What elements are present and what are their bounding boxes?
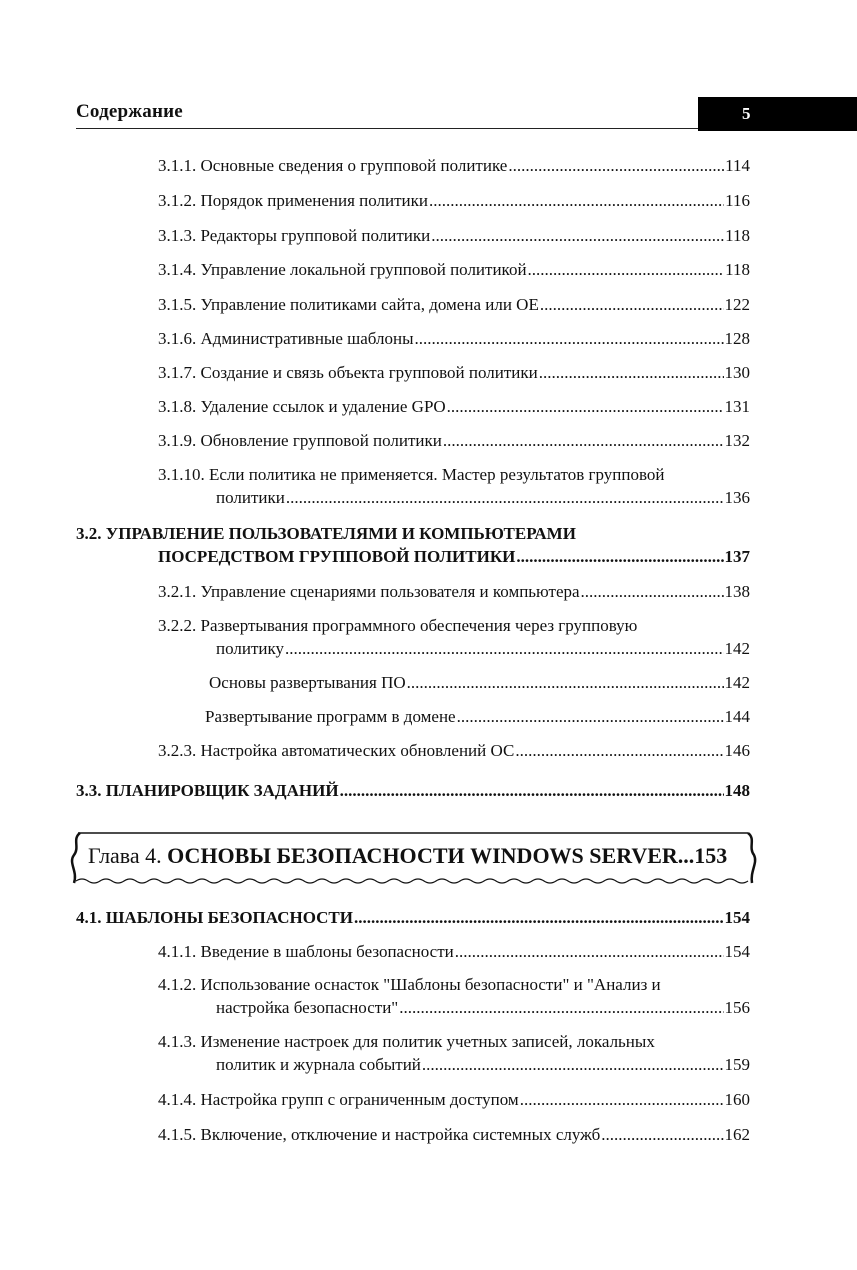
leader-dots bbox=[601, 1123, 723, 1147]
toc-page-number: 116 bbox=[725, 191, 750, 210]
toc-page-number: 118 bbox=[725, 226, 750, 245]
chapter-page: ...153 bbox=[677, 843, 728, 868]
toc-page-number: 138 bbox=[724, 582, 750, 601]
leader-dots bbox=[443, 429, 724, 453]
leader-dots bbox=[447, 395, 724, 419]
toc-entry-title: Создание и связь объекта групповой политики bbox=[200, 363, 538, 382]
toc-section-3-2-line2[interactable] bbox=[158, 545, 750, 569]
toc-entry-3-2-1[interactable]: 3.2.1. Управление сценариями пользователя и компьютера ..... 138 bbox=[158, 580, 750, 604]
toc-entry-title: Введение в шаблоны безопасности bbox=[200, 942, 454, 961]
toc-entry-3-1-5[interactable]: 3.1.5. Управление политиками сайта, домена или ОЕ ..... 122 bbox=[158, 293, 750, 317]
leader-dots bbox=[520, 1088, 724, 1112]
leader-dots bbox=[508, 154, 724, 178]
chapter-banner[interactable] bbox=[68, 829, 758, 887]
page-number: 5 bbox=[742, 104, 751, 123]
toc-page-number: 131 bbox=[724, 397, 750, 416]
toc-page-number: 142 bbox=[724, 673, 750, 692]
toc-subentry-basics[interactable] bbox=[209, 671, 750, 695]
chapter-title: ОСНОВЫ БЕЗОПАСНОСТИ WINDOWS SERVER bbox=[167, 843, 678, 868]
leader-dots bbox=[407, 671, 724, 695]
toc-entry-title: Управление политиками сайта, домена или ОЕ bbox=[200, 295, 539, 314]
toc-section-4-1[interactable]: 4.1. ШАБЛОНЫ БЕЗОПАСНОСТИ ..... 154 bbox=[76, 906, 750, 930]
toc-section-title: ПОСРЕДСТВОМ ГРУППОВОЙ ПОЛИТИКИ bbox=[158, 547, 516, 566]
toc-entry-4-1-3-line1[interactable]: 4.1.3. Изменение настроек для политик учетных записей, локальных bbox=[158, 1032, 655, 1051]
toc-page-number: 154 bbox=[724, 942, 750, 961]
leader-dots bbox=[340, 779, 724, 803]
toc-entry-title: Порядок применения политики bbox=[200, 191, 428, 210]
toc-entry-4-1-2-line2[interactable] bbox=[216, 996, 750, 1020]
toc-page-number: 156 bbox=[724, 998, 750, 1017]
toc-entry-title: Настройка автоматических обновлений ОС bbox=[200, 741, 515, 760]
toc-entry-title: Включение, отключение и настройка системных служб bbox=[200, 1125, 601, 1144]
chapter-prefix: Глава 4. bbox=[88, 843, 162, 868]
toc-entry-3-1-2[interactable]: 3.1.2. Порядок применения политики ..... 116 bbox=[158, 189, 750, 213]
toc-page-number: 148 bbox=[724, 781, 750, 800]
leader-dots bbox=[515, 739, 723, 763]
leader-dots bbox=[431, 224, 724, 248]
toc-entry-3-1-6[interactable]: 3.1.6. Административные шаблоны ..... 128 bbox=[158, 327, 750, 351]
toc-section-title: ПЛАНИРОВЩИК ЗАДАНИЙ bbox=[105, 781, 339, 800]
leader-dots bbox=[539, 361, 724, 385]
toc-page-number: 132 bbox=[724, 431, 750, 450]
leader-dots bbox=[399, 996, 723, 1020]
leader-dots bbox=[528, 258, 725, 282]
leader-dots bbox=[581, 580, 724, 604]
toc-entry-title: Если политика не применяется. Мастер результатов групповой bbox=[209, 465, 665, 484]
toc-page-number: 162 bbox=[724, 1125, 750, 1144]
toc-entry-3-1-7[interactable]: 3.1.7. Создание и связь объекта групповой политики ..... 130 bbox=[158, 361, 750, 385]
toc-page-number: 130 bbox=[724, 363, 750, 382]
toc-page-number: 146 bbox=[724, 741, 750, 760]
toc-entry-title: политики bbox=[216, 488, 285, 507]
toc-section-title: УПРАВЛЕНИЕ ПОЛЬЗОВАТЕЛЯМИ И КОМПЬЮТЕРАМИ bbox=[105, 524, 576, 543]
toc-entry-title: Редакторы групповой политики bbox=[200, 226, 431, 245]
toc-entry-4-1-3-line2[interactable] bbox=[216, 1053, 750, 1077]
toc-page-number: 128 bbox=[724, 329, 750, 348]
leader-dots bbox=[429, 189, 724, 213]
chapter-heading bbox=[88, 843, 727, 869]
leader-dots bbox=[286, 486, 724, 510]
toc-entry-title: настройка безопасности" bbox=[216, 998, 399, 1017]
toc-page-number: 142 bbox=[724, 639, 750, 658]
toc-page-number: 114 bbox=[725, 156, 750, 175]
toc-section-3-3[interactable]: 3.3. ПЛАНИРОВЩИК ЗАДАНИЙ ..... 148 bbox=[76, 779, 750, 803]
header-rule bbox=[76, 128, 698, 129]
toc-subentry-domain-deploy[interactable] bbox=[205, 705, 750, 729]
toc-entry-title: Настройка групп с ограниченным доступом bbox=[200, 1090, 519, 1109]
toc-page-number: 137 bbox=[724, 547, 750, 566]
toc-entry-title: политику bbox=[216, 639, 284, 658]
toc-entry-title: Использование оснасток "Шаблоны безопасности" и "Анализ и bbox=[200, 975, 661, 994]
toc-entry-3-2-3[interactable]: 3.2.3. Настройка автоматических обновлений ОС ..... 146 bbox=[158, 739, 750, 763]
toc-entry-title: Управление локальной групповой политикой bbox=[200, 260, 527, 279]
leader-dots bbox=[516, 545, 723, 569]
page-number-box bbox=[698, 97, 857, 131]
toc-entry-3-1-10-line2[interactable] bbox=[216, 486, 750, 510]
toc-page-number: 118 bbox=[725, 260, 750, 279]
toc-entry-3-1-10-line1[interactable]: 3.1.10. Если политика не применяется. Мастер результатов групповой bbox=[158, 465, 665, 484]
leader-dots bbox=[285, 637, 724, 661]
toc-section-title: ШАБЛОНЫ БЕЗОПАСНОСТИ bbox=[105, 908, 353, 927]
toc-entry-4-1-4[interactable]: 4.1.4. Настройка групп с ограниченным доступом ..... 160 bbox=[158, 1088, 750, 1112]
toc-entry-title: Изменение настроек для политик учетных записей, локальных bbox=[200, 1032, 655, 1051]
toc-page-number: 136 bbox=[724, 488, 750, 507]
toc-entry-3-1-4[interactable]: 3.1.4. Управление локальной групповой политикой ..... 118 bbox=[158, 258, 750, 282]
toc-entry-3-1-9[interactable]: 3.1.9. Обновление групповой политики ..... 132 bbox=[158, 429, 750, 453]
toc-page-number: 159 bbox=[724, 1055, 750, 1074]
toc-entry-3-1-8[interactable]: 3.1.8. Удаление ссылок и удаление GPO ..... 131 bbox=[158, 395, 750, 419]
toc-page-number: 160 bbox=[724, 1090, 750, 1109]
leader-dots bbox=[415, 327, 724, 351]
toc-entry-title: Основные сведения о групповой политике bbox=[200, 156, 508, 175]
toc-page-number: 154 bbox=[724, 908, 750, 927]
toc-entry-3-2-2-line1[interactable]: 3.2.2. Развертывания программного обеспечения через групповую bbox=[158, 616, 638, 635]
leader-dots bbox=[540, 293, 724, 317]
toc-entry-3-1-1[interactable]: 3.1.1. Основные сведения о групповой политике ..... 114 bbox=[158, 154, 750, 178]
toc-entry-title: политик и журнала событий bbox=[216, 1055, 421, 1074]
toc-entry-title: Развертывания программного обеспечения через групповую bbox=[200, 616, 638, 635]
page-header-title: Содержание bbox=[76, 101, 183, 122]
toc-entry-3-1-3[interactable]: 3.1.3. Редакторы групповой политики ..... 118 bbox=[158, 224, 750, 248]
toc-entry-title: Развертывание программ в домене bbox=[205, 707, 456, 726]
toc-entry-3-2-2-line2[interactable] bbox=[216, 637, 750, 661]
toc-entry-title: Основы развертывания ПО bbox=[209, 673, 406, 692]
toc-entry-4-1-5[interactable]: 4.1.5. Включение, отключение и настройка системных служб ..... 162 bbox=[158, 1123, 750, 1147]
leader-dots bbox=[457, 705, 724, 729]
toc-entry-4-1-1[interactable]: 4.1.1. Введение в шаблоны безопасности ..... 154 bbox=[158, 940, 750, 964]
leader-dots bbox=[455, 940, 724, 964]
toc-section-3-2-line1[interactable]: 3.2. УПРАВЛЕНИЕ ПОЛЬЗОВАТЕЛЯМИ И КОМПЬЮТЕРАМИ bbox=[76, 524, 576, 543]
leader-dots bbox=[354, 906, 724, 930]
toc-entry-4-1-2-line1[interactable]: 4.1.2. Использование оснасток "Шаблоны безопасности" и "Анализ и bbox=[158, 975, 661, 994]
leader-dots bbox=[422, 1053, 724, 1077]
toc-page-number: 122 bbox=[724, 295, 750, 314]
toc-entry-title: Управление сценариями пользователя и компьютера bbox=[200, 582, 580, 601]
toc-entry-title: Удаление ссылок и удаление GPO bbox=[200, 397, 446, 416]
toc-entry-title: Административные шаблоны bbox=[200, 329, 414, 348]
toc-entry-title: Обновление групповой политики bbox=[200, 431, 442, 450]
toc-page-number: 144 bbox=[724, 707, 750, 726]
